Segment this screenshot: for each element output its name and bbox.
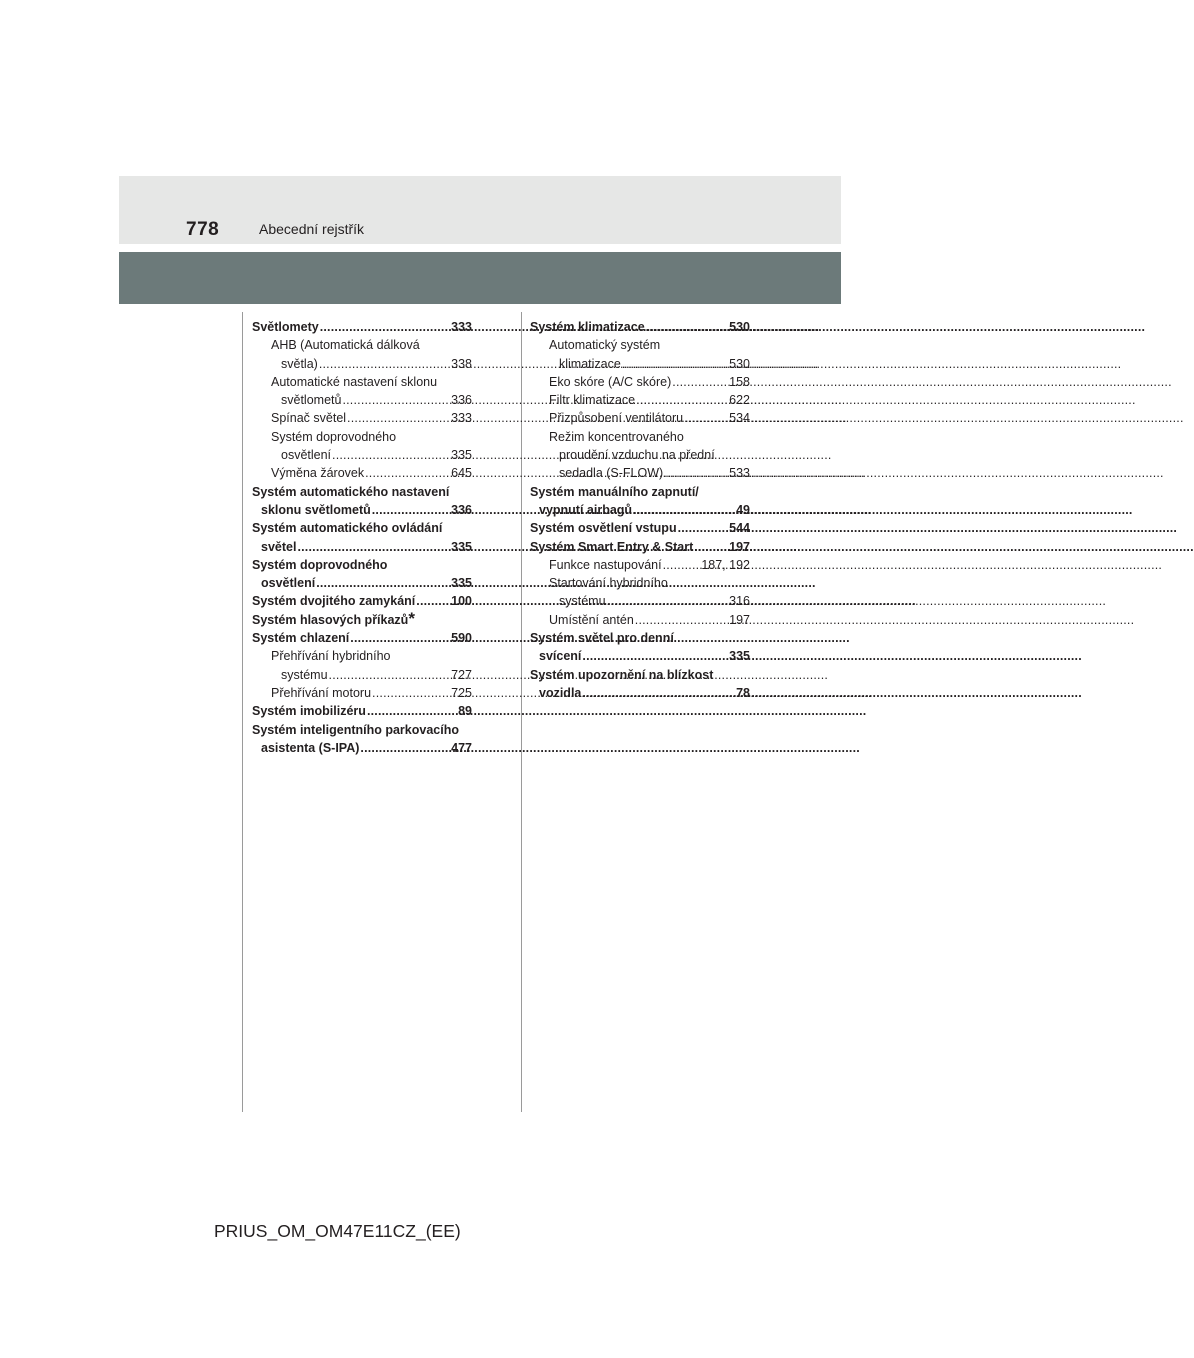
dot-leader <box>678 519 728 537</box>
index-entry <box>252 318 472 336</box>
index-subentry <box>252 428 472 465</box>
index-subentry <box>252 336 472 373</box>
entry-line <box>549 428 750 446</box>
index-subentry <box>530 428 750 483</box>
dot-leader <box>633 501 734 519</box>
page-reference: 333 <box>451 411 472 426</box>
entry-text: sklonu světlometů <box>261 502 371 517</box>
page-reference: 336 <box>451 502 472 517</box>
entry-line: Systém hlasových příkazů * <box>252 608 415 628</box>
dot-leader <box>329 666 450 684</box>
index-entry <box>252 702 472 720</box>
index-subentry <box>530 409 750 427</box>
dot-leader <box>367 702 456 720</box>
entry-text: Filtr klimatizace <box>549 393 636 408</box>
entry-line <box>271 684 472 702</box>
entry-text: Systém automatického ovládání <box>252 521 443 536</box>
page-reference: 622 <box>729 393 750 408</box>
entry-text: Systém manuálního zapnutí/ <box>530 484 699 499</box>
section-title: Abecední rejstřík <box>259 221 365 237</box>
page-number: 778 <box>186 219 220 240</box>
entry-text: Systém osvětlení vstupu <box>530 521 677 536</box>
entry-text: osvětlení <box>261 576 316 591</box>
entry-line <box>530 538 750 556</box>
entry-line <box>549 373 750 391</box>
entry-text: Systém klimatizace <box>530 320 645 334</box>
page-reference: 333 <box>451 320 472 334</box>
entry-text: světla) <box>281 356 318 371</box>
entry-text: systému <box>281 667 328 682</box>
dot-leader <box>347 409 449 427</box>
index-entry <box>252 629 472 647</box>
dot-leader <box>416 592 449 610</box>
entry-text: Umístění antén <box>549 612 634 627</box>
entry-text: Systém dvojitého zamykání <box>252 594 416 609</box>
index-subentry <box>252 684 472 702</box>
index-subentry <box>252 647 472 684</box>
entry-line <box>549 355 750 373</box>
entry-text: Režim koncentrovaného <box>549 429 684 444</box>
page-reference: 727 <box>451 667 472 682</box>
page-reference: 477 <box>451 740 472 755</box>
index-entry <box>252 556 472 593</box>
entry-text: Výměna žárovek <box>271 466 365 481</box>
page-reference: 100 <box>451 594 472 609</box>
left-column-rule <box>242 312 243 1112</box>
index-subentry <box>530 574 750 611</box>
dot-leader <box>663 556 700 574</box>
entry-line <box>252 629 472 647</box>
page-reference: 335 <box>451 576 472 591</box>
entry-line <box>530 483 750 501</box>
entry-text: Systém světel pro denní <box>530 631 674 646</box>
dot-leader <box>694 538 727 556</box>
entry-text: Systém upozornění na blízkost <box>530 667 714 682</box>
page-reference: 197 <box>729 539 750 554</box>
page-reference: 89 <box>458 704 472 719</box>
page-reference: 544 <box>729 521 750 536</box>
entry-text: proudění vzduchu na přední <box>559 448 715 463</box>
index-subentry <box>530 556 750 574</box>
index-subentry <box>530 336 750 373</box>
entry-line <box>252 483 472 501</box>
entry-line <box>530 629 750 647</box>
header-band <box>119 176 841 244</box>
page-reference: 533 <box>729 466 750 481</box>
dot-leader <box>297 538 449 556</box>
entry-line <box>549 464 750 482</box>
entry-text: osvětlení <box>281 448 332 463</box>
entry-line <box>271 647 472 665</box>
index-entry <box>530 666 750 703</box>
index-subentry <box>252 373 472 410</box>
entry-text: klimatizace <box>559 356 621 371</box>
entry-text: Světlomety <box>252 320 319 334</box>
entry-line <box>549 592 750 610</box>
entry-line <box>252 556 472 574</box>
entry-line <box>549 611 750 629</box>
page-reference: 645 <box>451 466 472 481</box>
entry-line <box>252 702 472 720</box>
entry-line <box>530 666 750 684</box>
page-reference: 530 <box>729 320 750 334</box>
entry-text: světel <box>261 539 297 554</box>
page-reference: 335 <box>729 649 750 664</box>
page-reference: 335 <box>451 539 472 554</box>
entry-text: AHB (Automatická dálková <box>271 338 420 353</box>
entry-line <box>549 446 750 464</box>
entry-line <box>530 501 750 519</box>
index-entry <box>252 608 472 629</box>
index-entry <box>252 483 472 520</box>
dot-leader <box>360 739 449 757</box>
entry-line <box>271 464 472 482</box>
entry-text: Spínač světel <box>271 411 347 426</box>
entry-line <box>252 318 472 336</box>
page-reference: 534 <box>729 411 750 426</box>
page-reference: 335 <box>451 448 472 463</box>
entry-text: Automatický systém <box>549 338 661 353</box>
dot-leader <box>320 318 449 336</box>
dot-leader <box>607 592 728 610</box>
entry-text: Systém Smart Entry & Start <box>530 539 694 554</box>
dot-leader <box>316 574 449 592</box>
entry-line <box>252 538 472 556</box>
entry-line <box>530 519 750 537</box>
entry-line <box>252 501 472 519</box>
entry-text: Startování hybridního <box>549 576 668 591</box>
dot-leader <box>684 409 727 427</box>
index-entry <box>252 592 472 610</box>
page-reference: 530 <box>729 356 750 371</box>
entry-text: Systém hlasových příkazů <box>252 612 409 627</box>
dot-leader <box>372 501 449 519</box>
dot-leader <box>332 446 449 464</box>
entry-line <box>271 409 472 427</box>
entry-line <box>271 373 472 391</box>
entry-line <box>530 647 750 665</box>
page-reference: 158 <box>729 374 750 389</box>
entry-text: Funkce nastupování <box>549 557 662 572</box>
entry-text: svícení <box>539 649 582 664</box>
dot-leader <box>342 391 449 409</box>
entry-line <box>530 318 750 336</box>
index-subentry <box>530 611 750 629</box>
entry-text: systému <box>559 594 606 609</box>
entry-line <box>271 355 472 373</box>
index-entry <box>530 538 750 556</box>
index-entry <box>252 721 472 758</box>
dot-leader <box>672 373 727 391</box>
index-subentry <box>530 373 750 391</box>
index-subentry <box>530 391 750 409</box>
entry-text: světlometů <box>281 393 342 408</box>
entry-text: Systém doprovodného <box>252 557 388 572</box>
page-reference: 78 <box>736 685 750 700</box>
entry-text: Systém doprovodného <box>271 429 397 444</box>
dot-leader <box>635 611 727 629</box>
page-reference: 316 <box>729 594 750 609</box>
entry-text: asistenta (S-IPA) <box>261 740 360 755</box>
entry-line <box>549 556 750 574</box>
entry-line <box>252 721 472 739</box>
index-subentry <box>252 409 472 427</box>
dot-leader <box>636 391 727 409</box>
entry-text: Eko skóre (A/C skóre) <box>549 374 672 389</box>
entry-text: Systém imobilizéru <box>252 704 366 719</box>
entry-line <box>271 391 472 409</box>
entry-text: vozidla <box>539 685 582 700</box>
section-banner <box>119 252 841 304</box>
entry-text: sedadla (S-FLOW) <box>559 466 664 481</box>
entry-line <box>271 446 472 464</box>
dot-leader <box>646 318 727 336</box>
entry-line <box>549 574 750 592</box>
page-reference: 338 <box>451 356 472 371</box>
index-entry <box>530 629 750 666</box>
index-column-left <box>252 318 472 757</box>
entry-text: Přehřívání hybridního <box>271 649 391 664</box>
index-entry <box>252 519 472 556</box>
dot-leader <box>664 464 727 482</box>
entry-line <box>549 409 750 427</box>
page-reference: 590 <box>451 631 472 646</box>
index-entry <box>530 318 750 336</box>
index-subentry <box>252 464 472 482</box>
entry-line <box>252 574 472 592</box>
entry-line <box>549 336 750 354</box>
entry-line <box>530 684 750 702</box>
dot-leader <box>350 629 449 647</box>
entry-line <box>271 336 472 354</box>
entry-text: Systém automatického nastavení <box>252 484 450 499</box>
entry-line <box>271 428 472 446</box>
entry-text: Automatické nastavení sklonu <box>271 374 438 389</box>
page-reference: 725 <box>451 685 472 700</box>
entry-line <box>549 391 750 409</box>
entry-line <box>252 592 472 610</box>
page-reference: 336 <box>451 393 472 408</box>
page-reference: 187, 192 <box>701 557 750 572</box>
page-reference: 197 <box>729 612 750 627</box>
dot-leader <box>622 355 727 373</box>
page-reference: 49 <box>736 502 750 517</box>
index-entry <box>530 483 750 520</box>
entry-line <box>271 666 472 684</box>
dot-leader <box>582 647 727 665</box>
dot-leader <box>372 684 449 702</box>
entry-line <box>252 739 472 757</box>
entry-text: vypnutí airbagů <box>539 502 633 517</box>
document-code: PRIUS_OM_OM47E11CZ_(EE) <box>214 1221 461 1241</box>
dot-leader <box>582 684 734 702</box>
entry-text: Systém inteligentního parkovacího <box>252 722 459 737</box>
entry-text: Přizpůsobení ventilátoru <box>549 411 684 426</box>
dot-leader <box>319 355 449 373</box>
index-column-right <box>530 318 750 702</box>
entry-text: Přehřívání motoru <box>271 685 372 700</box>
entry-text: Systém chlazení <box>252 631 350 646</box>
entry-line <box>252 519 472 537</box>
dot-leader <box>365 464 449 482</box>
index-entry <box>530 519 750 537</box>
